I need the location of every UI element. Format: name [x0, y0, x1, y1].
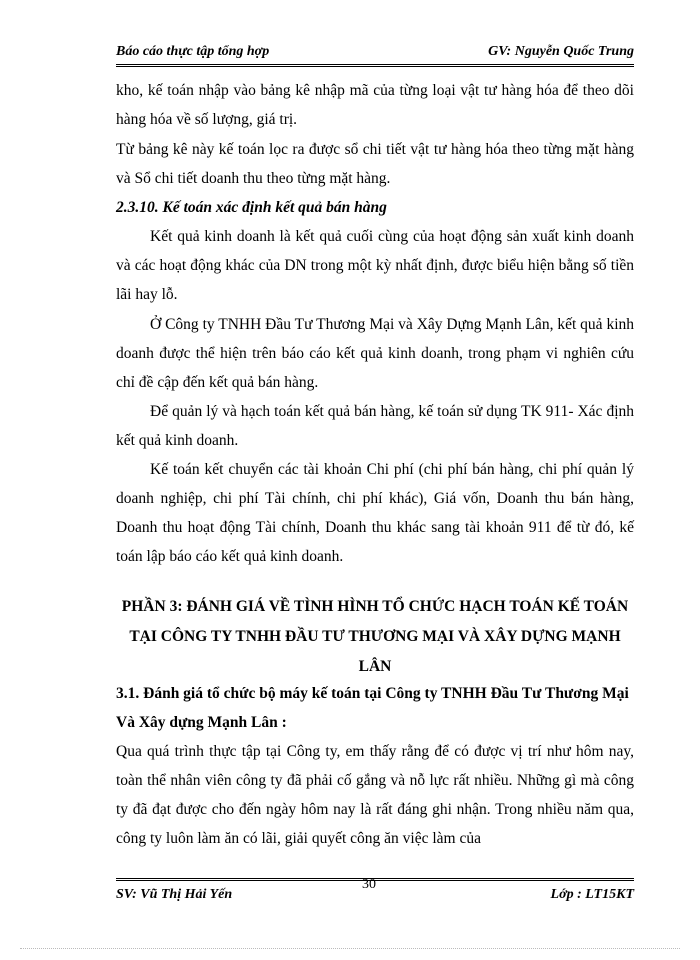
- paragraph-6: Kế toán kết chuyển các tài khoản Chi phí (chi phí bán hàng, chi phí quản lý doanh nghiệp, chi phí Tài chính, chi phí khác), Giá vốn, Doanh thu bán hàng, Doanh thu hoạt động Tài chính, Doanh thu khác sang tài khoản 911 để từ đó, kế toán lập báo cáo kết quả kinh doanh.: [116, 461, 634, 565]
- paragraph-1: kho, kế toán nhập vào bảng kê nhập mã của từng loại vật tư hàng hóa để theo dõi hàng hóa về số lượng, giá trị.: [116, 82, 634, 128]
- heading-2-3-10: 2.3.10. Kế toán xác định kết quả bán hàng: [116, 199, 387, 216]
- part-3-title: PHẦN 3: ĐÁNH GIÁ VỀ TÌNH HÌNH TỔ CHỨC HẠCH TOÁN KẾ TOÁN TẠI CÔNG TY TNHH ĐẦU TƯ THƯƠNG MẠI VÀ XÂY DỰNG MẠNH LÂN: [121, 598, 629, 675]
- header-report-title: Báo cáo thực tập tổng hợp: [116, 44, 270, 59]
- footer-student: SV: Vũ Thị Hải Yến: [116, 887, 233, 902]
- paragraph-7: Qua quá trình thực tập tại Công ty, em thấy rằng để có được vị trí như hôm nay, toàn thể nhân viên công ty đã phải cố gắng và nỗ lực rất nhiều. Những gì mà công ty đã đạt được cho đến ngày hôm nay là rất đáng ghi nhận. Trong nhiều năm qua, công ty luôn làm ăn có lãi, giải quyết công ăn việc làm của: [116, 743, 634, 847]
- page-bottom-divider: [20, 948, 680, 949]
- page-header: [116, 40, 634, 67]
- footer-class: Lớp : LT15KT: [550, 887, 634, 902]
- page-number: 30: [362, 877, 376, 892]
- header-teacher: GV: Nguyễn Quốc Trung: [488, 44, 634, 59]
- paragraph-4: Ở Công ty TNHH Đầu Tư Thương Mại và Xây Dựng Mạnh Lân, kết quả kinh doanh được thể hiện trên báo cáo kết quả kinh doanh, trong phạm vi nghiên cứu chỉ đề cập đến kết quả bán hàng.: [116, 316, 634, 391]
- paragraph-5: Để quản lý và hạch toán kết quả bán hàng, kế toán sử dụng TK 911- Xác định kết quả kinh doanh.: [116, 403, 634, 449]
- section-3-1-heading: 3.1. Đánh giá tổ chức bộ máy kế toán tại Công ty TNHH Đầu Tư Thương Mại Và Xây dựng Mạnh Lân :: [116, 685, 629, 731]
- paragraph-2: Từ bảng kê này kế toán lọc ra được sổ chi tiết vật tư hàng hóa theo từng mặt hàng và Sổ chi tiết doanh thu theo từng mặt hàng.: [116, 141, 634, 187]
- page-footer: [116, 878, 634, 909]
- paragraph-3: Kết quả kinh doanh là kết quả cuối cùng của hoạt động sản xuất kinh doanh và các hoạt động khác của DN trong một kỳ nhất định, được biểu hiện bằng số tiền lãi hay lỗ.: [116, 228, 634, 303]
